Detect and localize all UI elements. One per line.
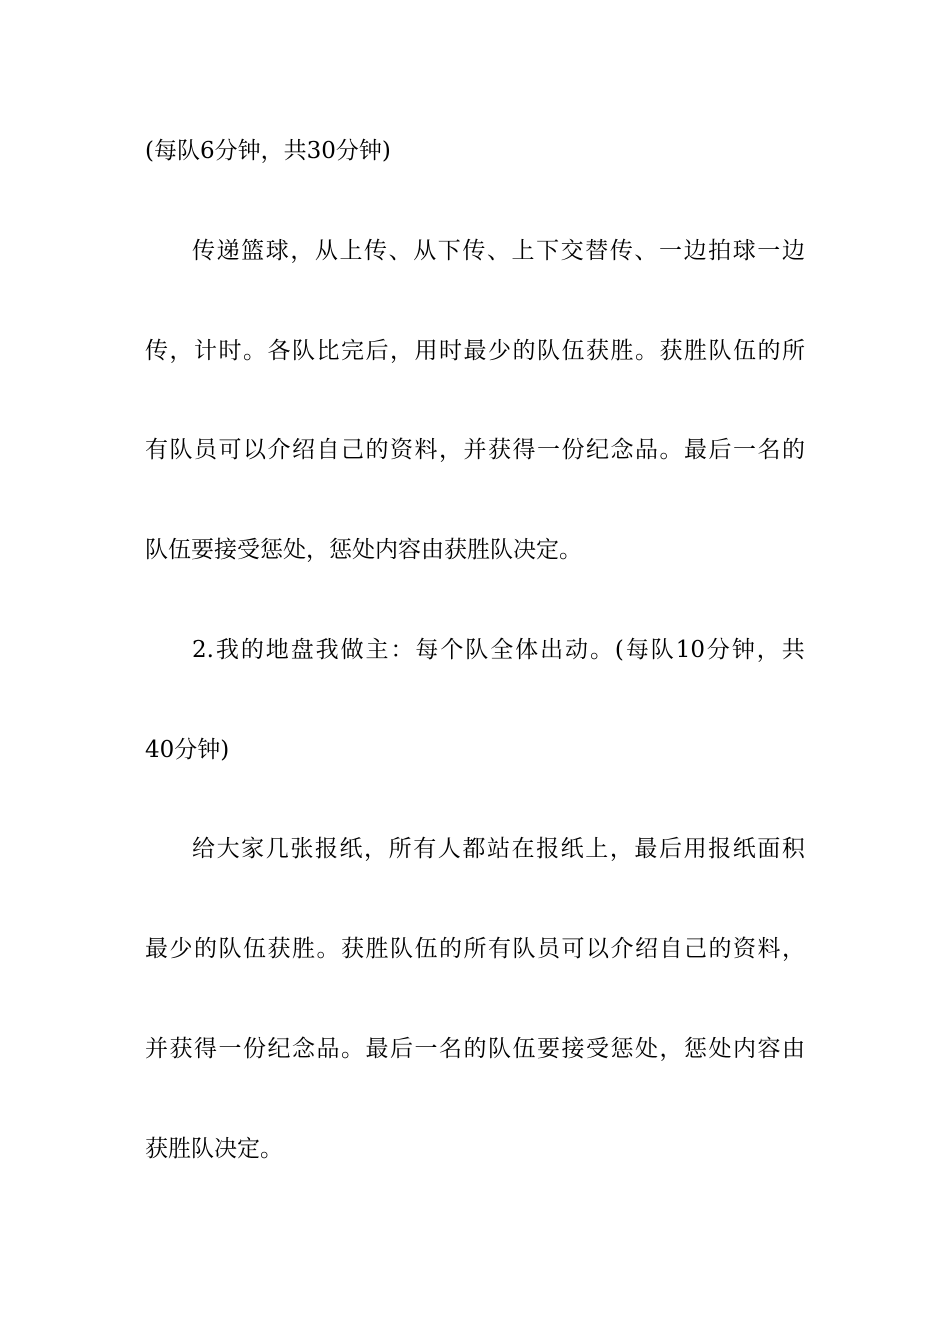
glyph: 。: [316, 936, 340, 963]
glyph: 处: [708, 1036, 732, 1063]
line-spacing: [145, 875, 805, 925]
glyph: 所: [782, 337, 805, 364]
text-line-justified: [145, 1025, 805, 1075]
glyph: 共: [781, 636, 805, 663]
glyph: 队: [292, 337, 315, 364]
text-line-justified: [145, 825, 805, 875]
glyph: 队: [218, 936, 242, 963]
line-spacing: [145, 776, 805, 826]
glyph: 并: [463, 437, 487, 464]
glyph: 、: [634, 237, 658, 264]
line-spacing: [145, 476, 805, 526]
glyph: 的: [439, 936, 462, 963]
glyph: 传: [192, 237, 215, 264]
glyph: 队: [169, 437, 193, 464]
glyph: 料: [757, 936, 781, 963]
glyph: 份: [243, 1036, 266, 1063]
glyph: 。: [341, 1036, 364, 1063]
glyph: 、: [486, 237, 510, 264]
glyph: 资: [390, 437, 413, 464]
glyph: 伍: [243, 936, 266, 963]
glyph: 己: [684, 936, 707, 963]
glyph: 都: [462, 836, 486, 863]
glyph: 获: [169, 1036, 193, 1063]
glyph: 面: [757, 836, 781, 863]
glyph: 计: [194, 337, 217, 364]
glyph: 有: [413, 836, 437, 863]
glyph: 纪: [267, 1036, 291, 1063]
glyph: 报: [536, 836, 560, 863]
glyph: 资: [733, 936, 756, 963]
glyph: 地: [265, 636, 289, 663]
glyph: 介: [610, 936, 634, 963]
glyph: 自: [659, 936, 683, 963]
glyph: 上: [511, 237, 535, 264]
glyph: 己: [341, 437, 364, 464]
glyph: 用: [683, 836, 707, 863]
text-line: 40分钟): [145, 736, 230, 763]
glyph: 每: [415, 636, 439, 663]
document-body: [145, 127, 805, 1175]
glyph: 篮: [241, 237, 265, 264]
glyph: 接: [561, 1036, 585, 1063]
glyph: 名: [757, 437, 781, 464]
glyph: 纸: [732, 836, 756, 863]
glyph: 有: [488, 936, 511, 963]
glyph: ，: [756, 636, 780, 663]
glyph: 主: [365, 636, 389, 663]
glyph: 处: [635, 1036, 658, 1063]
glyph: 各: [267, 337, 291, 364]
glyph: 队: [537, 337, 560, 364]
glyph: 一: [218, 1036, 242, 1063]
glyph: 动: [565, 636, 589, 663]
glyph: 伍: [561, 337, 585, 364]
glyph: 我: [315, 636, 339, 663]
glyph: 少: [488, 337, 511, 364]
glyph: ，: [439, 437, 462, 464]
glyph: 比: [316, 337, 340, 364]
glyph: 传: [462, 237, 486, 264]
glyph: 张: [290, 836, 314, 863]
glyph: 时: [439, 337, 462, 364]
line-spacing: [145, 576, 805, 626]
glyph: 队: [650, 636, 674, 663]
glyph: 几: [265, 836, 289, 863]
glyph: 最: [365, 1036, 389, 1063]
glyph: 伍: [414, 936, 438, 963]
glyph: 品: [316, 1036, 340, 1063]
glyph: 做: [340, 636, 364, 663]
glyph: 可: [561, 936, 585, 963]
text-line: 队伍要接受惩处，惩处内容由获胜队决定。: [145, 537, 582, 564]
glyph: 员: [194, 437, 217, 464]
glyph: 出: [540, 636, 564, 663]
glyph: 获: [488, 437, 511, 464]
glyph: 伍: [733, 337, 756, 364]
glyph: 念: [292, 1036, 315, 1063]
glyph: 获: [341, 936, 364, 963]
glyph: 所: [388, 836, 412, 863]
glyph: 料: [414, 437, 438, 464]
glyph: 。: [243, 337, 266, 364]
glyph: 受: [586, 1036, 609, 1063]
glyph: 分: [706, 636, 730, 663]
glyph: 球: [732, 237, 756, 264]
glyph: 一: [733, 437, 756, 464]
glyph: 全: [490, 636, 514, 663]
text-line-justified: [145, 327, 805, 377]
glyph: 上: [339, 237, 363, 264]
glyph: 给: [192, 836, 215, 863]
glyph: 2.: [192, 636, 214, 663]
glyph: 。: [635, 337, 658, 364]
text-line-justified: [145, 925, 805, 975]
glyph: 介: [267, 437, 291, 464]
text-line-justified: [145, 426, 805, 476]
glyph: 的: [782, 437, 805, 464]
glyph: 伍: [512, 1036, 536, 1063]
glyph: 的: [365, 437, 389, 464]
glyph: 递: [216, 237, 240, 264]
glyph: 份: [561, 437, 585, 464]
glyph: 站: [486, 836, 510, 863]
glyph: ，: [659, 1036, 683, 1063]
glyph: 品: [635, 437, 658, 464]
glyph: 以: [243, 437, 266, 464]
text-line: 获胜队决定。: [145, 1135, 283, 1162]
glyph: 一: [658, 237, 682, 264]
glyph: 胜: [684, 337, 707, 364]
glyph: 传: [364, 237, 388, 264]
glyph: 在: [511, 836, 535, 863]
glyph: 可: [218, 437, 242, 464]
glyph: 要: [537, 1036, 560, 1063]
glyph: 所: [463, 936, 487, 963]
glyph: 边: [683, 237, 707, 264]
glyph: 下: [437, 237, 461, 264]
glyph: 员: [537, 936, 560, 963]
glyph: 队: [488, 1036, 511, 1063]
line-spacing: [145, 177, 805, 227]
glyph: 大: [216, 836, 240, 863]
glyph: 从: [314, 237, 338, 264]
glyph: 传: [145, 337, 168, 364]
line-spacing: [145, 975, 805, 1025]
glyph: 后: [390, 1036, 413, 1063]
glyph: 并: [145, 1036, 168, 1063]
glyph: 的: [512, 337, 536, 364]
glyph: 从: [413, 237, 437, 264]
glyph: 最: [634, 836, 658, 863]
glyph: 10: [675, 636, 705, 663]
glyph: 纸: [560, 836, 584, 863]
glyph: ，: [782, 936, 805, 963]
glyph: 得: [194, 1036, 217, 1063]
glyph: 传: [609, 237, 633, 264]
glyph: 球: [265, 237, 289, 264]
glyph: 得: [512, 437, 536, 464]
glyph: 念: [610, 437, 634, 464]
glyph: 的: [194, 936, 217, 963]
glyph: 报: [314, 836, 338, 863]
glyph: 少: [169, 936, 193, 963]
glyph: 惩: [684, 1036, 707, 1063]
glyph: ：: [390, 636, 414, 663]
glyph: 的: [463, 1036, 487, 1063]
line-spacing: [145, 376, 805, 426]
glyph: 体: [515, 636, 539, 663]
glyph: 以: [586, 936, 609, 963]
glyph: 纪: [586, 437, 609, 464]
line-spacing: [145, 1075, 805, 1125]
glyph: 报: [708, 836, 732, 863]
glyph: 完: [341, 337, 364, 364]
glyph: 的: [708, 936, 732, 963]
glyph: 的: [757, 337, 781, 364]
glyph: 内: [733, 1036, 756, 1063]
glyph: 的: [240, 636, 264, 663]
glyph: ，: [364, 836, 388, 863]
glyph: (: [614, 636, 624, 663]
glyph: 、: [388, 237, 412, 264]
glyph: 有: [145, 437, 168, 464]
glyph: 一: [537, 437, 560, 464]
glyph: 家: [241, 836, 265, 863]
glyph: 我: [215, 636, 239, 663]
line-spacing: [145, 277, 805, 327]
text-line-justified: [145, 227, 805, 277]
glyph: 最: [463, 337, 487, 364]
glyph: 一: [414, 1036, 438, 1063]
text-line: (每队6分钟，共30分钟): [145, 138, 391, 164]
glyph: 胜: [292, 936, 315, 963]
glyph: 盘: [290, 636, 314, 663]
glyph: 纸: [339, 836, 363, 863]
glyph: ，: [169, 337, 193, 364]
glyph: 替: [585, 237, 609, 264]
glyph: 个: [440, 636, 464, 663]
glyph: 边: [781, 237, 805, 264]
glyph: 胜: [365, 936, 389, 963]
glyph: 获: [659, 337, 683, 364]
glyph: 交: [560, 237, 584, 264]
glyph: 名: [439, 1036, 462, 1063]
glyph: 钟: [731, 636, 755, 663]
glyph: 时: [218, 337, 242, 364]
glyph: 用: [414, 337, 438, 364]
text-line-justified: [145, 626, 805, 676]
glyph: 获: [586, 337, 609, 364]
glyph: 。: [659, 437, 683, 464]
glyph: 绍: [292, 437, 315, 464]
glyph: 每: [625, 636, 649, 663]
glyph: 后: [658, 836, 682, 863]
glyph: 后: [708, 437, 732, 464]
glyph: 绍: [635, 936, 658, 963]
glyph: 上: [585, 836, 609, 863]
glyph: 获: [267, 936, 291, 963]
glyph: 队: [465, 636, 489, 663]
glyph: 容: [757, 1036, 781, 1063]
glyph: 最: [145, 936, 168, 963]
glyph: 队: [708, 337, 732, 364]
glyph: 。: [589, 636, 613, 663]
glyph: 队: [512, 936, 536, 963]
glyph: 下: [536, 237, 560, 264]
glyph: 后: [365, 337, 389, 364]
glyph: 胜: [610, 337, 634, 364]
glyph: ，: [390, 337, 413, 364]
glyph: 人: [437, 836, 461, 863]
glyph: 队: [390, 936, 413, 963]
glyph: ，: [290, 237, 314, 264]
glyph: 最: [684, 437, 707, 464]
glyph: 自: [316, 437, 340, 464]
glyph: 由: [782, 1036, 805, 1063]
glyph: 拍: [708, 237, 732, 264]
glyph: 积: [781, 836, 805, 863]
glyph: 惩: [610, 1036, 634, 1063]
glyph: ，: [609, 836, 633, 863]
glyph: 一: [757, 237, 781, 264]
line-spacing: [145, 676, 805, 726]
